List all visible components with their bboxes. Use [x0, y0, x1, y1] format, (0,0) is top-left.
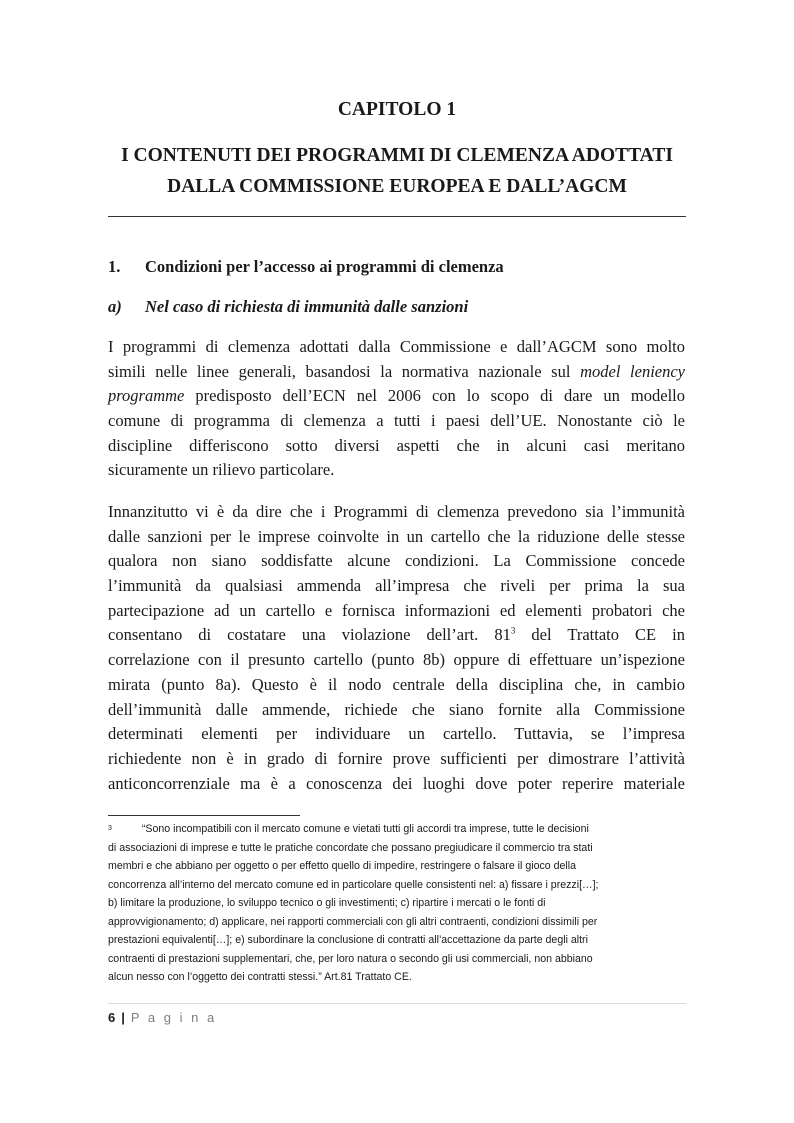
paragraph-line: qualora non siano soddisfatte alcune condizioni. La Commissione concede: [108, 551, 685, 571]
page-number: 6: [108, 1010, 116, 1025]
paragraph-line: simili nelle linee generali, basandosi la normativa nazionale sul model leniency: [108, 361, 686, 381]
paragraph-line: sicuramente un rilievo particolare.: [108, 460, 335, 480]
paragraph-1: [108, 335, 685, 483]
paragraph-line: consentano di costatare una violazione dell’art. $81^3$ del Trattato CE in: [108, 625, 686, 645]
chapter-subtitle-line-1: I CONTENUTI DEI PROGRAMMI DI CLEMENZA ADOTTATI: [121, 145, 673, 166]
footnote-separator: [108, 815, 300, 816]
subsection-heading: [108, 295, 468, 319]
footnote: [108, 820, 686, 987]
footnote-line: prestazioni equivalenti[…]; e) subordinare la conclusione di contratti all’accettazione da parte degli altri: [108, 934, 588, 946]
paragraph-line: partecipazione ad un cartello e fornisca informazioni ed elementi probatori che: [108, 600, 685, 620]
paragraph-line: I programmi di clemenza adottati dalla Commissione e dall’AGCM sono molto: [108, 337, 685, 356]
footer-separator: |: [121, 1010, 125, 1025]
paragraph-line: determinati elementi per individuare un cartello. Tuttavia, se l’impresa: [108, 724, 685, 744]
paragraph-line: comune di programma di clemenza a tutti i paesi dell’UE. Nonostante ciò le: [108, 411, 685, 431]
title-divider: [108, 216, 686, 217]
section-heading: [108, 255, 504, 279]
footer-divider: [108, 1003, 686, 1004]
section-number: 1.: [108, 257, 121, 276]
paragraph-line: Innanzitutto vi è da dire che i Programmi di clemenza prevedono sia l’immunità: [108, 502, 685, 521]
subsection-number: a): [108, 297, 122, 316]
footnote-line: di associazioni di imprese e tutte le pratiche concordate che possano pregiudicare il commercio tra stati: [108, 841, 593, 854]
paragraph-2: [108, 500, 685, 796]
italic-term: model leniency: [580, 361, 686, 381]
italic-term: programme: [108, 386, 185, 406]
page-label: P a g i n a: [130, 1010, 217, 1025]
footnote-reference[interactable]: 3: [510, 625, 516, 636]
chapter-subtitle-line-2: DALLA COMMISSIONE EUROPEA E DALL’AGCM: [167, 176, 627, 197]
footnote-line: approvvigionamento; d) applicare, nei rapporti commerciali con gli altri contraenti, condizioni dissimili per: [108, 915, 598, 928]
paragraph-line: mirata (punto 8a). Questo è il nodo centrale della disciplina che, in cambio: [108, 674, 685, 694]
paragraph-line: discipline differiscono sotto diversi aspetti che in alcuni casi meritano: [108, 435, 685, 455]
footnote-line: contraenti di prestazioni supplementari, che, per loro natura o secondo gli usi commerciali, non abbiano: [108, 952, 593, 965]
page-footer: [108, 1008, 217, 1028]
chapter-title: CAPITOLO 1: [337, 99, 457, 120]
subsection-title: Nel caso di richiesta di immunità dalle sanzioni: [145, 297, 469, 316]
paragraph-line: anticoncorrenziale ma è a conoscenza dei luoghi dove poter reperire materiale: [108, 773, 685, 793]
paragraph-line: programme predisposto dell’ECN nel 2006 con lo scopo di dare un modello: [108, 386, 685, 406]
chapter-subtitle: [90, 140, 704, 202]
section-title: Condizioni per l’accesso ai programmi di clemenza: [145, 257, 504, 276]
footnote-line: $^3$ “Sono incompatibili con il mercato comune e vietati tutti gli accordi tra imprese, tutte le decisioni: [108, 823, 589, 835]
paragraph-line: correlazione con il presunto cartello (punto 8b) oppure di effettuare un’ispezione: [108, 650, 685, 670]
paragraph-line: richiedente non è in grado di fornire prove sufficienti per dimostrare l’attività: [108, 748, 685, 768]
footnote-line: concorrenza all’interno del mercato comune ed in particolare quelle consistenti nel: a) fissare i prezzi[…];: [108, 878, 599, 891]
paragraph-line: dalle sanzioni per le imprese coinvolte in un cartello che la riduzione delle stesse: [108, 526, 685, 546]
footnote-line: alcun nesso con l’oggetto dei contratti stessi.” Art.81 Trattato CE.: [108, 971, 412, 983]
footnote-line: b) limitare la produzione, lo sviluppo tecnico o gli investimenti; c) ripartire i mercati o le fonti di: [108, 897, 546, 909]
paragraph-line: l’immunità da qualsiasi ammenda all’impresa che riveli per prima la sua: [108, 576, 685, 596]
footnote-line: membri e che abbiano per oggetto o per effetto quello di impedire, restringere o falsare il gioco della: [108, 860, 576, 872]
paragraph-line: dell’immunità dalle ammende, richiede che siano fornite alla Commissione: [108, 699, 685, 719]
footnote-marker: 3: [108, 825, 112, 832]
